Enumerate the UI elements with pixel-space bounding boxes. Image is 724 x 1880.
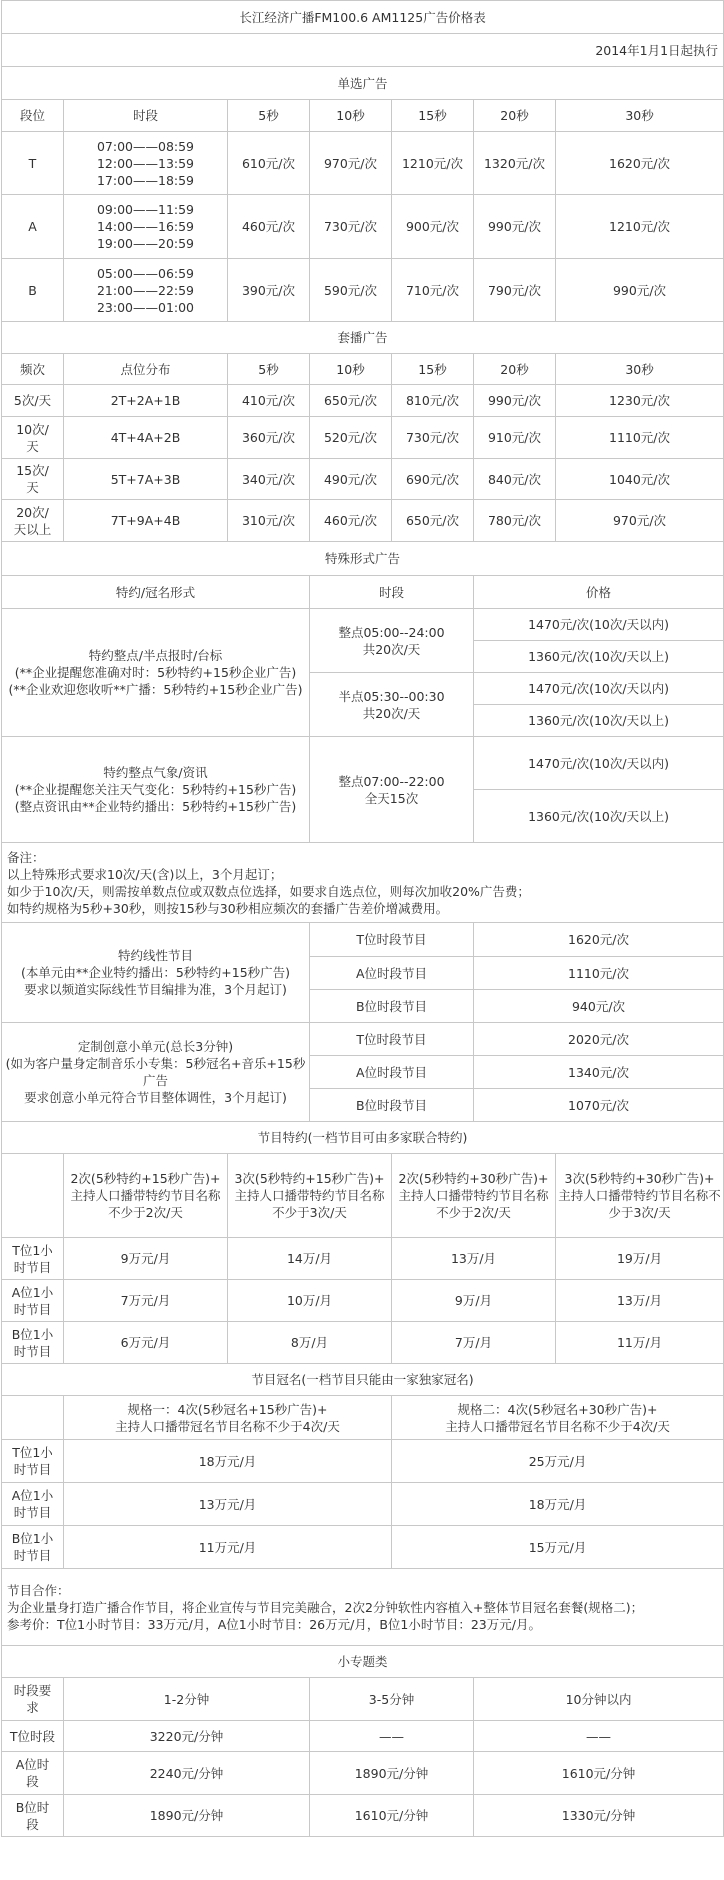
table-row <box>2 1322 724 1364</box>
frequency-cell: 10次/ 天 <box>2 417 64 459</box>
price-cell: 810元/次 <box>392 385 474 417</box>
table-row <box>2 1795 724 1837</box>
price-cell: 1620元/次 <box>474 923 724 957</box>
time-slot-cell: 05:00——06:59 21:00——22:59 23:00——01:00 <box>64 259 228 322</box>
section-heading-program-title: 节目冠名(一档节目只能由一家独家冠名) <box>2 1364 724 1396</box>
price-cell: 1470元/次(10次/天以内) <box>474 737 724 790</box>
price-cell: 1210元/次 <box>392 132 474 195</box>
frequency-cell: 15次/ 天 <box>2 459 64 500</box>
price-cell: 490元/次 <box>310 459 392 500</box>
price-cell: 1340元/次 <box>474 1056 724 1089</box>
frequency-cell: 20次/ 天以上 <box>2 500 64 542</box>
row-label: A位时 段 <box>2 1752 64 1795</box>
section-heading-program-sponsor: 节目特约(一档节目可由多家联合特约) <box>2 1122 724 1154</box>
price-cell: 1360元/次(10次/天以上) <box>474 641 724 673</box>
column-header: 频次 <box>2 354 64 385</box>
price-cell: 650元/次 <box>392 500 474 542</box>
column-header: 规格一：4次(5秒冠名+15秒广告)+ 主持人口播带冠名节目名称不少于4次/天 <box>64 1396 392 1440</box>
column-header: 10秒 <box>310 100 392 132</box>
row-label: B位时 段 <box>2 1795 64 1837</box>
column-header: 时段 <box>310 576 474 609</box>
table-row <box>2 1752 724 1795</box>
price-cell: 1890元/分钟 <box>310 1752 474 1795</box>
time-slot-cell: 07:00——08:59 12:00——13:59 17:00——18:59 <box>64 132 228 195</box>
slot-cell: B位时段节目 <box>310 1089 474 1122</box>
price-cell: 460元/次 <box>310 500 392 542</box>
column-header: 价格 <box>474 576 724 609</box>
price-cell: 990元/次 <box>556 259 724 322</box>
price-cell: 970元/次 <box>556 500 724 542</box>
price-cell: 1470元/次(10次/天以内) <box>474 673 724 705</box>
column-header: 3-5分钟 <box>310 1678 474 1721</box>
price-cell: 1320元/次 <box>474 132 556 195</box>
price-cell: 1610元/分钟 <box>310 1795 474 1837</box>
price-cell: 1110元/次 <box>474 957 724 990</box>
empty-cell <box>2 1154 64 1238</box>
column-header: 时段要 求 <box>2 1678 64 1721</box>
price-cell: 11万/月 <box>556 1322 724 1364</box>
price-cell: 13万元/月 <box>64 1483 392 1526</box>
price-cell: 910元/次 <box>474 417 556 459</box>
sponsor-desc-cell: 定制创意小单元(总长3分钟) (如为客户量身定制音乐小专集：5秒冠名+音乐+15秒广告 要求创意小单元符合节目整体调性，3个月起订) <box>2 1023 310 1122</box>
table-row <box>2 1483 724 1526</box>
price-cell: 19万/月 <box>556 1238 724 1280</box>
price-cell: 310元/次 <box>228 500 310 542</box>
price-cell: 18万元/月 <box>64 1440 392 1483</box>
sponsor-desc-cell: 特约线性节目 (本单元由**企业特约播出：5秒特约+15秒广告) 要求以频道实际线性节目编排为准，3个月起订) <box>2 923 310 1023</box>
column-header: 15秒 <box>392 354 474 385</box>
column-header: 特约/冠名形式 <box>2 576 310 609</box>
row-label: T位1小 时节目 <box>2 1440 64 1483</box>
distribution-cell: 5T+7A+3B <box>64 459 228 500</box>
notes-program-cooperation: 节目合作： 为企业量身打造广播合作节目，将企业宣传与节目完美融合，2次2分钟软性内容植入+整体节目冠名套餐(规格二)； 参考价：T位1小时节目：33万元/月，A位1小时节目：26万元/月，B位1小时节目：23万元/月。 <box>2 1569 724 1646</box>
grade-cell: B <box>2 259 64 322</box>
table-row <box>2 459 724 500</box>
column-header: 5秒 <box>228 354 310 385</box>
price-cell: 8万/月 <box>228 1322 392 1364</box>
row-label: A位1小 时节目 <box>2 1280 64 1322</box>
price-cell: 1620元/次 <box>556 132 724 195</box>
price-cell: 690元/次 <box>392 459 474 500</box>
column-header: 时段 <box>64 100 228 132</box>
column-header: 10秒 <box>310 354 392 385</box>
grade-cell: A <box>2 195 64 259</box>
price-cell: 650元/次 <box>310 385 392 417</box>
distribution-cell: 2T+2A+1B <box>64 385 228 417</box>
distribution-cell: 4T+4A+2B <box>64 417 228 459</box>
section-heading-package: 套播广告 <box>2 322 724 354</box>
row-label: A位1小 时节目 <box>2 1483 64 1526</box>
price-cell: 990元/次 <box>474 385 556 417</box>
price-cell: 1230元/次 <box>556 385 724 417</box>
price-cell: 840元/次 <box>474 459 556 500</box>
table-row <box>2 1238 724 1280</box>
price-cell: 730元/次 <box>310 195 392 259</box>
price-cell: 460元/次 <box>228 195 310 259</box>
special-time-cell: 整点07:00--22:00 全天15次 <box>310 737 474 843</box>
special-time-cell: 半点05:30--00:30 共20次/天 <box>310 673 474 737</box>
special-form-cell: 特约整点/半点报时/台标 (**企业提醒您准确对时：5秒特约+15秒企业广告) (**企业欢迎您收听**广播：5秒特约+15秒企业广告) <box>2 609 310 737</box>
table-row <box>2 1526 724 1569</box>
price-cell: 1040元/次 <box>556 459 724 500</box>
price-cell: 410元/次 <box>228 385 310 417</box>
price-cell: 1610元/分钟 <box>474 1752 724 1795</box>
price-cell: 2240元/分钟 <box>64 1752 310 1795</box>
price-cell: 3220元/分钟 <box>64 1721 310 1752</box>
price-cell: 1210元/次 <box>556 195 724 259</box>
price-cell: —— <box>310 1721 474 1752</box>
column-header: 15秒 <box>392 100 474 132</box>
special-form-cell: 特约整点气象/资讯 (**企业提醒您关注天气变化：5秒特约+15秒广告) (整点资讯由**企业特约播出：5秒特约+15秒广告) <box>2 737 310 843</box>
column-header: 1-2分钟 <box>64 1678 310 1721</box>
table-row <box>2 259 724 322</box>
price-cell: —— <box>474 1721 724 1752</box>
table-row <box>2 500 724 542</box>
column-header: 20秒 <box>474 354 556 385</box>
empty-cell <box>2 1396 64 1440</box>
slot-cell: A位时段节目 <box>310 957 474 990</box>
column-header: 点位分布 <box>64 354 228 385</box>
table-row <box>2 417 724 459</box>
frequency-cell: 5次/天 <box>2 385 64 417</box>
distribution-cell: 7T+9A+4B <box>64 500 228 542</box>
price-cell: 1360元/次(10次/天以上) <box>474 790 724 843</box>
table-row <box>2 1721 724 1752</box>
special-time-cell: 整点05:00--24:00 共20次/天 <box>310 609 474 673</box>
price-cell: 390元/次 <box>228 259 310 322</box>
column-header: 10分钟以内 <box>474 1678 724 1721</box>
price-cell: 970元/次 <box>310 132 392 195</box>
row-label: B位1小 时节目 <box>2 1526 64 1569</box>
row-label: B位1小 时节目 <box>2 1322 64 1364</box>
notes-special: 备注： 以上特殊形式要求10次/天(含)以上，3个月起订； 如少于10次/天，则需按单数点位或双数点位选择，如要求自选点位，则每次加收20%广告费； 如特约规格为5秒+30秒，则按15秒与30秒相应频次的套播广告差价增减费用。 <box>2 843 724 923</box>
price-cell: 1330元/分钟 <box>474 1795 724 1837</box>
price-cell: 7万/月 <box>392 1322 556 1364</box>
price-cell: 990元/次 <box>474 195 556 259</box>
column-header: 段位 <box>2 100 64 132</box>
price-cell: 520元/次 <box>310 417 392 459</box>
section-heading-special: 特殊形式广告 <box>2 542 724 576</box>
section-heading-feature: 小专题类 <box>2 1646 724 1678</box>
price-cell: 1360元/次(10次/天以上) <box>474 705 724 737</box>
price-cell: 610元/次 <box>228 132 310 195</box>
table-title: 长江经济广播FM100.6 AM1125广告价格表 <box>2 1 724 34</box>
slot-cell: B位时段节目 <box>310 990 474 1023</box>
table-row <box>2 195 724 259</box>
price-cell: 1110元/次 <box>556 417 724 459</box>
column-header: 3次(5秒特约+30秒广告)+ 主持人口播带特约节目名称不少于3次/天 <box>556 1154 724 1238</box>
section-heading-single: 单选广告 <box>2 67 724 100</box>
table-row <box>2 1440 724 1483</box>
price-cell: 2020元/次 <box>474 1023 724 1056</box>
slot-cell: T位时段节目 <box>310 923 474 957</box>
price-cell: 1890元/分钟 <box>64 1795 310 1837</box>
price-cell: 710元/次 <box>392 259 474 322</box>
price-cell: 7万元/月 <box>64 1280 228 1322</box>
effective-date: 2014年1月1日起执行 <box>2 34 724 67</box>
column-header: 3次(5秒特约+15秒广告)+ 主持人口播带特约节目名称不少于3次/天 <box>228 1154 392 1238</box>
column-header: 30秒 <box>556 354 724 385</box>
column-header: 2次(5秒特约+30秒广告)+ 主持人口播带特约节目名称不少于2次/天 <box>392 1154 556 1238</box>
price-cell: 6万元/月 <box>64 1322 228 1364</box>
price-cell: 13万/月 <box>392 1238 556 1280</box>
price-cell: 9万/月 <box>392 1280 556 1322</box>
price-cell: 18万元/月 <box>392 1483 724 1526</box>
price-cell: 9万元/月 <box>64 1238 228 1280</box>
table-row <box>2 385 724 417</box>
price-cell: 590元/次 <box>310 259 392 322</box>
slot-cell: A位时段节目 <box>310 1056 474 1089</box>
column-header: 30秒 <box>556 100 724 132</box>
price-cell: 1070元/次 <box>474 1089 724 1122</box>
column-header: 规格二：4次(5秒冠名+30秒广告)+ 主持人口播带冠名节目名称不少于4次/天 <box>392 1396 724 1440</box>
row-label: T位1小 时节目 <box>2 1238 64 1280</box>
grade-cell: T <box>2 132 64 195</box>
price-cell: 900元/次 <box>392 195 474 259</box>
rate-table <box>1 0 724 1837</box>
price-cell: 730元/次 <box>392 417 474 459</box>
slot-cell: T位时段节目 <box>310 1023 474 1056</box>
table-row <box>2 1280 724 1322</box>
price-cell: 11万元/月 <box>64 1526 392 1569</box>
table-row <box>2 132 724 195</box>
price-cell: 14万/月 <box>228 1238 392 1280</box>
price-cell: 10万/月 <box>228 1280 392 1322</box>
price-cell: 13万/月 <box>556 1280 724 1322</box>
price-cell: 360元/次 <box>228 417 310 459</box>
time-slot-cell: 09:00——11:59 14:00——16:59 19:00——20:59 <box>64 195 228 259</box>
price-cell: 940元/次 <box>474 990 724 1023</box>
price-cell: 790元/次 <box>474 259 556 322</box>
column-header: 20秒 <box>474 100 556 132</box>
price-cell: 25万元/月 <box>392 1440 724 1483</box>
price-cell: 340元/次 <box>228 459 310 500</box>
column-header: 5秒 <box>228 100 310 132</box>
row-label: T位时段 <box>2 1721 64 1752</box>
price-cell: 780元/次 <box>474 500 556 542</box>
price-cell: 15万元/月 <box>392 1526 724 1569</box>
column-header: 2次(5秒特约+15秒广告)+ 主持人口播带特约节目名称不少于2次/天 <box>64 1154 228 1238</box>
price-cell: 1470元/次(10次/天以内) <box>474 609 724 641</box>
